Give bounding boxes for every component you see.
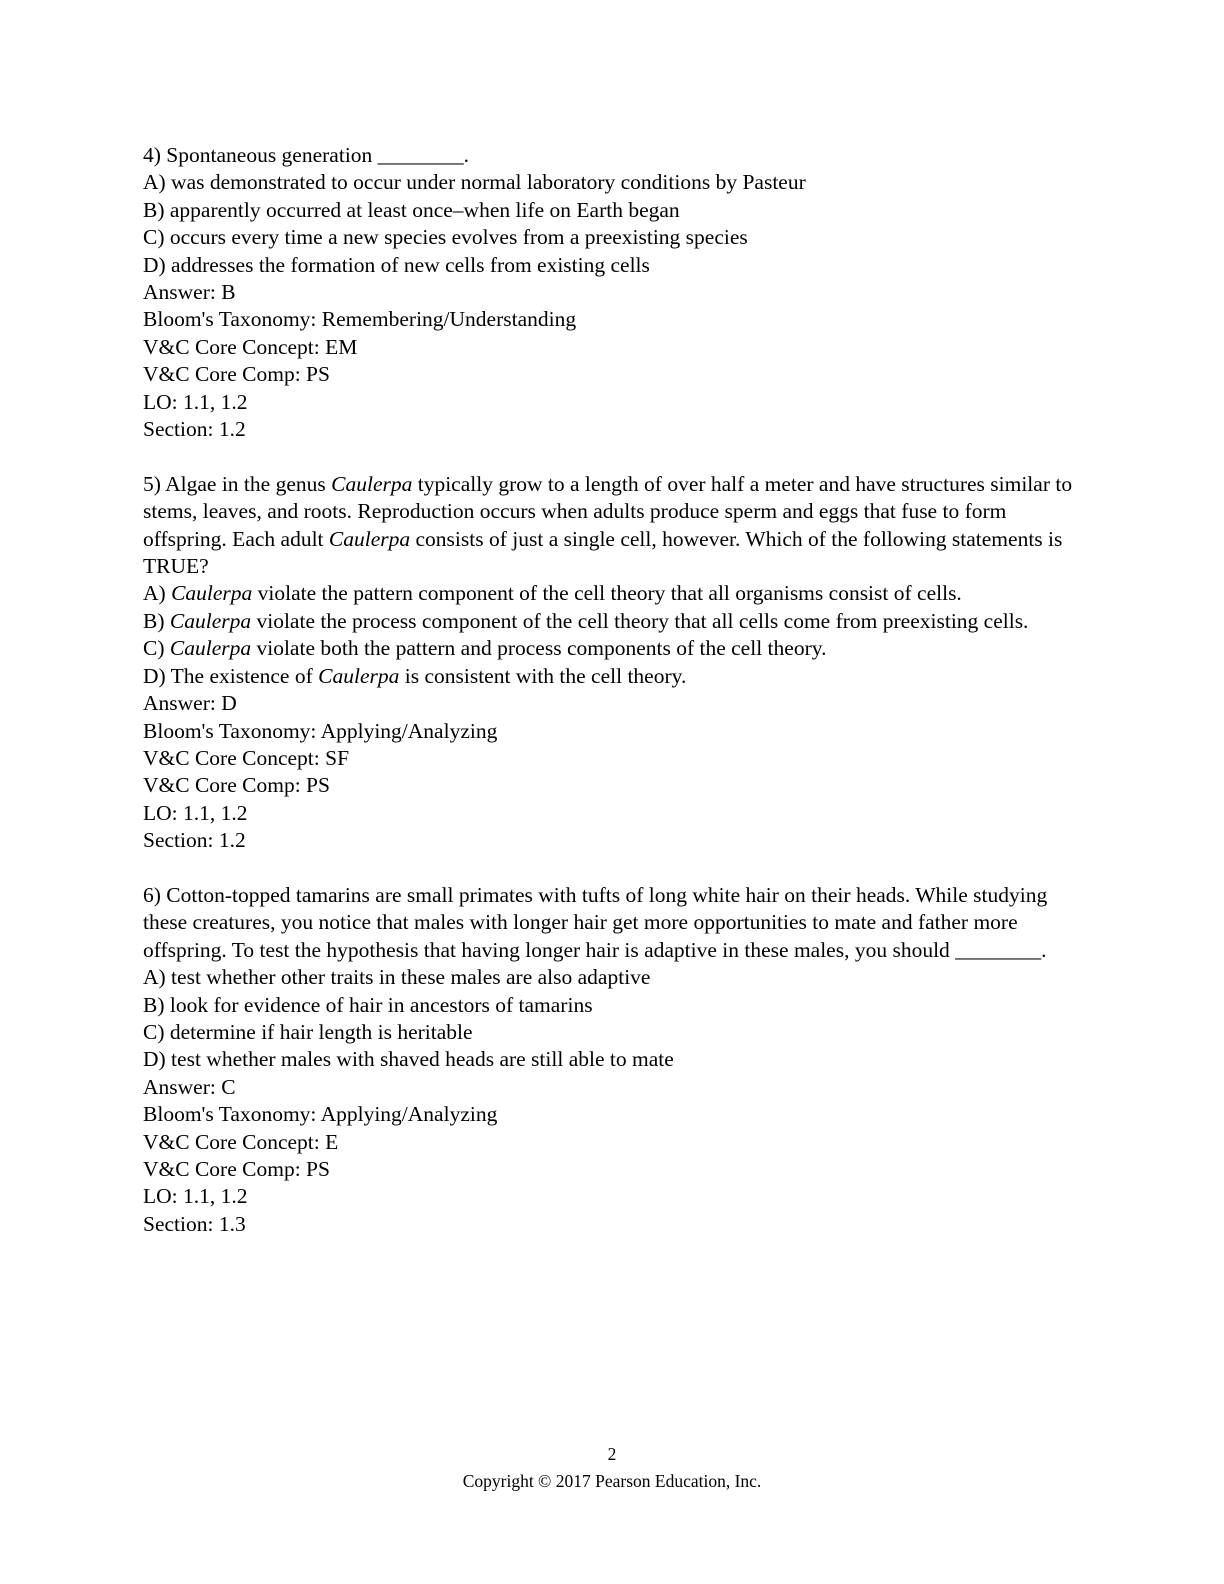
question-4-stem: 4) Spontaneous generation ________. <box>143 143 470 167</box>
question-list <box>143 142 1078 1238</box>
question-4-option-a: A) was demonstrated to occur under normal laboratory conditions by Pasteur <box>143 170 806 195</box>
question-5-option-c: C) Caulerpa violate both the pattern and process components of the cell theory. <box>143 636 827 661</box>
question-4-section: Section: 1.2 <box>143 417 246 442</box>
question-5-core-concept: V&C Core Concept: SF <box>143 745 350 770</box>
question-4 <box>143 142 1078 443</box>
question-5-core-comp: V&C Core Comp: PS <box>143 773 330 798</box>
question-5-stem: 5) Algae in the genus Caulerpa typically grow to a length of over half a meter and have structures similar to stems, leaves, and roots. Reproduction occurs when adults produce sperm and eggs that fuse to form offspring. Each adult Caulerpa consists of just a single cell, however. Which of the following statements is TRUE? <box>143 471 1073 579</box>
question-6-section: Section: 1.3 <box>143 1211 246 1236</box>
question-5-blooms: Bloom's Taxonomy: Applying/Analyzing <box>143 718 498 743</box>
question-6-option-d: D) test whether males with shaved heads are still able to mate <box>143 1047 674 1072</box>
question-4-option-b: B) apparently occurred at least once–when life on Earth began <box>143 197 680 222</box>
question-6 <box>143 882 1078 1238</box>
question-6-lo: LO: 1.1, 1.2 <box>143 1184 248 1209</box>
question-6-core-comp: V&C Core Comp: PS <box>143 1157 330 1181</box>
question-4-option-d: D) addresses the formation of new cells from existing cells <box>143 252 650 277</box>
question-5-answer: Answer: D <box>143 691 237 716</box>
question-6-core-concept: V&C Core Concept: E <box>143 1129 339 1154</box>
question-6-answer: Answer: C <box>143 1074 236 1099</box>
question-5-option-d: D) The existence of Caulerpa is consistent with the cell theory. <box>143 663 687 688</box>
question-6-option-a: A) test whether other traits in these males are also adaptive <box>143 965 651 990</box>
spacer <box>143 855 1078 882</box>
question-4-lo: LO: 1.1, 1.2 <box>143 389 248 414</box>
copyright-notice: Copyright © 2017 Pearson Education, Inc. <box>462 1471 762 1491</box>
spacer <box>143 443 1078 470</box>
question-5 <box>143 471 1078 855</box>
question-4-core-concept: V&C Core Concept: EM <box>143 334 358 359</box>
question-4-option-c: C) occurs every time a new species evolves from a preexisting species <box>143 225 748 250</box>
question-6-option-c: C) determine if hair length is heritable <box>143 1019 473 1044</box>
question-5-section: Section: 1.2 <box>143 828 246 853</box>
question-5-option-a: A) Caulerpa violate the pattern component of the cell theory that all organisms consist of cells. <box>143 581 962 606</box>
question-6-stem: 6) Cotton-topped tamarins are small primates with tufts of long white hair on their heads. While studying these creatures, you notice that males with longer hair get more opportunities to mate and father more offspring. To test the hypothesis that having longer hair is adaptive in these males, you should ________. <box>143 882 1048 962</box>
question-6-blooms: Bloom's Taxonomy: Applying/Analyzing <box>143 1102 498 1127</box>
question-5-option-b: B) Caulerpa violate the process component of the cell theory that all cells come from preexisting cells. <box>143 608 1029 633</box>
page-number: 2 <box>607 1444 617 1464</box>
question-5-lo: LO: 1.1, 1.2 <box>143 800 248 825</box>
question-4-blooms: Bloom's Taxonomy: Remembering/Understanding <box>143 307 577 332</box>
question-4-answer: Answer: B <box>143 280 236 305</box>
question-6-option-b: B) look for evidence of hair in ancestors of tamarins <box>143 992 593 1017</box>
question-4-core-comp: V&C Core Comp: PS <box>143 362 330 387</box>
